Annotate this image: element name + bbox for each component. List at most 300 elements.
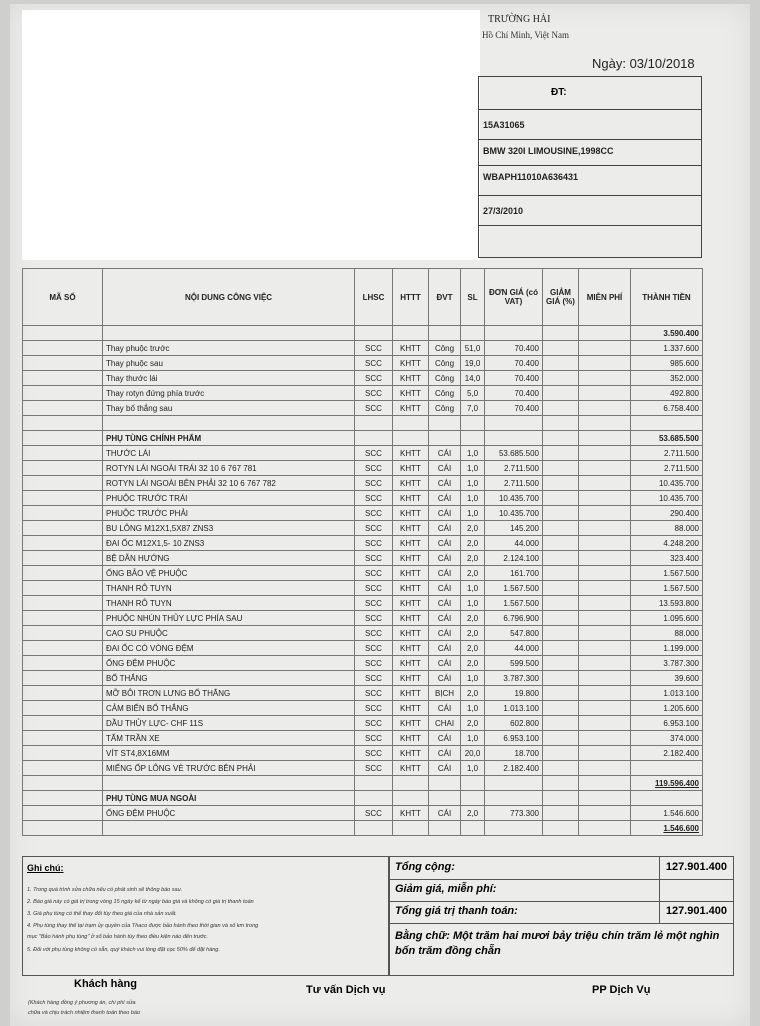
qty-cell: 2,0 (461, 641, 485, 656)
price-cell: 773.300 (485, 806, 543, 821)
unit-cell: CÁI (429, 746, 461, 761)
customer-note: chữa và chịu trách nhiệm thanh toán theo báo (28, 1010, 141, 1016)
unit-cell: CÁI (429, 611, 461, 626)
unit-cell: Công (429, 356, 461, 371)
httt-cell: KHTT (393, 476, 429, 491)
blank-cell (543, 431, 579, 446)
price-cell: 2.124.100 (485, 551, 543, 566)
section-row (23, 776, 703, 791)
price-cell: 599.500 (485, 656, 543, 671)
lhsc-cell: SCC (355, 671, 393, 686)
httt-cell: KHTT (393, 386, 429, 401)
table-row (23, 581, 703, 596)
lhsc-cell: SCC (355, 596, 393, 611)
description-cell: Thay phuộc trước (103, 341, 355, 356)
description-cell: ỐNG BẢO VỆ PHUỘC (103, 566, 355, 581)
plate-number: 15A31065 (479, 109, 701, 139)
blank-cell (393, 776, 429, 791)
description-cell: MIẾNG ỐP LÔNG VÈ TRƯỚC BÊN PHẢI (103, 761, 355, 776)
free-cell (579, 581, 631, 596)
total-cell: 10.435.700 (631, 476, 703, 491)
qty-cell: 1,0 (461, 506, 485, 521)
price-cell: 547.800 (485, 626, 543, 641)
blank-cell (543, 776, 579, 791)
col-code: MÃ SỐ (23, 269, 103, 326)
free-cell (579, 566, 631, 581)
description-cell: ỐNG ĐỆM PHUỘC (103, 656, 355, 671)
code-cell (23, 386, 103, 401)
lhsc-cell: SCC (355, 731, 393, 746)
free-cell (579, 401, 631, 416)
code-cell (23, 431, 103, 446)
note-line: 3. Giá phụ tùng có thể thay đổi tùy theo giá của nhà sản xuất. (27, 911, 177, 917)
col-httt: HTTT (393, 269, 429, 326)
total-cell: 323.400 (631, 551, 703, 566)
httt-cell: KHTT (393, 371, 429, 386)
notes-box (22, 856, 390, 976)
code-cell (23, 611, 103, 626)
unit-cell: CÁI (429, 476, 461, 491)
discount-cell (543, 611, 579, 626)
unit-cell: CÁI (429, 641, 461, 656)
total-cell: 1.337.600 (631, 341, 703, 356)
amount-in-words: Bằng chữ: Một trăm hai mươi bảy triệu chín trăm lẻ một nghìn bốn trăm đồng chẵn (395, 930, 720, 957)
discount-cell (543, 341, 579, 356)
discount-cell (543, 716, 579, 731)
description-cell: VÍT ST4,8X16MM (103, 746, 355, 761)
httt-cell: KHTT (393, 716, 429, 731)
blank-cell (543, 326, 579, 341)
blank-cell (485, 326, 543, 341)
unit-cell: CÁI (429, 491, 461, 506)
price-cell: 1.567.500 (485, 581, 543, 596)
free-cell (579, 506, 631, 521)
code-cell (23, 821, 103, 836)
total-cell: 1.546.600 (631, 806, 703, 821)
discount-cell (543, 446, 579, 461)
summary-box (388, 856, 734, 976)
code-cell (23, 476, 103, 491)
httt-cell: KHTT (393, 491, 429, 506)
discount-cell (543, 581, 579, 596)
total-cell: 2.711.500 (631, 461, 703, 476)
free-cell (579, 731, 631, 746)
qty-cell: 7,0 (461, 401, 485, 416)
lhsc-cell: SCC (355, 371, 393, 386)
note-line: 5. Đối với phụ tùng không có sẵn, quý khách vui lòng đặt cọc 50% để đặt hàng. (27, 947, 220, 953)
payment-label: Tổng giá trị thanh toán: (395, 905, 518, 917)
free-cell (579, 671, 631, 686)
httt-cell: KHTT (393, 356, 429, 371)
unit-cell: CÁI (429, 506, 461, 521)
description-cell: THANH RÔ TUYN (103, 596, 355, 611)
col-description: NỘI DUNG CÔNG VIỆC (103, 269, 355, 326)
table-row (23, 626, 703, 641)
free-cell (579, 536, 631, 551)
unit-cell: CÁI (429, 521, 461, 536)
table-row (23, 371, 703, 386)
unit-cell: CÁI (429, 566, 461, 581)
qty-cell: 1,0 (461, 461, 485, 476)
table-row (23, 656, 703, 671)
code-cell (23, 731, 103, 746)
section-row (23, 326, 703, 341)
blank-cell (485, 791, 543, 806)
description-cell: THANH RÔ TUYN (103, 581, 355, 596)
table-row (23, 536, 703, 551)
httt-cell: KHTT (393, 761, 429, 776)
unit-cell: CÁI (429, 461, 461, 476)
blank-cell (461, 791, 485, 806)
table-row (23, 716, 703, 731)
qty-cell: 51,0 (461, 341, 485, 356)
httt-cell: KHTT (393, 566, 429, 581)
description-cell: BU LÔNG M12X1,5X87 ZNS3 (103, 521, 355, 536)
code-cell (23, 371, 103, 386)
blank-cell (579, 431, 631, 446)
lhsc-cell: SCC (355, 551, 393, 566)
vehicle-info-box (478, 76, 702, 258)
qty-cell: 1,0 (461, 701, 485, 716)
table-row (23, 476, 703, 491)
section-total: 1.546.600 (631, 821, 703, 836)
section-row (23, 791, 703, 806)
description-cell: ROTYN LÁI NGOÀI TRÁI 32 10 6 767 781 (103, 461, 355, 476)
discount-cell (543, 686, 579, 701)
unit-cell: CÁI (429, 731, 461, 746)
qty-cell: 1,0 (461, 596, 485, 611)
description-cell: DẦU THỦY LỰC- CHF 11S (103, 716, 355, 731)
blank-cell (543, 791, 579, 806)
code-cell (23, 416, 103, 431)
discount-cell (543, 566, 579, 581)
lhsc-cell: SCC (355, 641, 393, 656)
total-cell: 6.953.100 (631, 716, 703, 731)
description-cell: ĐAI ỐC M12X1,5- 10 ZNS3 (103, 536, 355, 551)
price-cell: 70.400 (485, 401, 543, 416)
total-cell: 492.800 (631, 386, 703, 401)
lhsc-cell: SCC (355, 536, 393, 551)
blank-cell (355, 416, 393, 431)
description-cell: BỆ DẪN HƯỚNG (103, 551, 355, 566)
discount-row (389, 879, 733, 902)
phone-label: ĐT: (551, 87, 567, 98)
section-label (103, 776, 355, 791)
qty-cell: 20,0 (461, 746, 485, 761)
discount-cell (543, 671, 579, 686)
code-cell (23, 746, 103, 761)
qty-cell: 2,0 (461, 566, 485, 581)
table-row (23, 386, 703, 401)
code-cell (23, 671, 103, 686)
section-label (103, 326, 355, 341)
code-cell (23, 791, 103, 806)
redacted-area (22, 10, 480, 260)
blank-cell (429, 776, 461, 791)
customer-note: (Khách hàng đồng ý phương án, chi phí sửa (28, 1000, 136, 1006)
httt-cell: KHTT (393, 401, 429, 416)
col-free: MIỄN PHÍ (579, 269, 631, 326)
vehicle-model: BMW 320I LIMOUSINE,1998CC (479, 139, 701, 165)
table-row (23, 566, 703, 581)
description-cell: TẤM TRẦN XE (103, 731, 355, 746)
lhsc-cell: SCC (355, 806, 393, 821)
free-cell (579, 551, 631, 566)
blank-cell (579, 326, 631, 341)
payment-row (389, 901, 733, 924)
qty-cell: 2,0 (461, 551, 485, 566)
table-row (23, 701, 703, 716)
company-address: Hồ Chí Minh, Việt Nam (482, 30, 570, 40)
total-cell: 4.248.200 (631, 536, 703, 551)
blank-cell (393, 821, 429, 836)
code-cell (23, 326, 103, 341)
price-cell: 1.567.500 (485, 596, 543, 611)
total-cell: 1.095.600 (631, 611, 703, 626)
code-cell (23, 716, 103, 731)
unit-cell: CÁI (429, 656, 461, 671)
free-cell (579, 656, 631, 671)
col-unit: ĐVT (429, 269, 461, 326)
total-value: 127.901.400 (665, 861, 727, 873)
httt-cell: KHTT (393, 686, 429, 701)
lhsc-cell: SCC (355, 446, 393, 461)
total-cell: 290.400 (631, 506, 703, 521)
qty-cell: 19,0 (461, 356, 485, 371)
qty-cell: 1,0 (461, 491, 485, 506)
col-total: THÀNH TIỀN (631, 269, 703, 326)
blank-cell (429, 326, 461, 341)
discount-cell (543, 536, 579, 551)
table-row (23, 461, 703, 476)
table-row (23, 521, 703, 536)
total-cell: 88.000 (631, 521, 703, 536)
total-cell: 1.199.000 (631, 641, 703, 656)
price-cell: 3.787.300 (485, 671, 543, 686)
blank-cell (393, 791, 429, 806)
price-cell: 18.700 (485, 746, 543, 761)
blank-cell (579, 416, 631, 431)
discount-cell (543, 386, 579, 401)
registration-date: 27/3/2010 (479, 195, 701, 225)
description-cell: ĐAI ỐC CÓ VÒNG ĐỆM (103, 641, 355, 656)
description-cell: Thay rotyn đứng phía trước (103, 386, 355, 401)
col-price: ĐƠN GIÁ (có VAT) (485, 269, 543, 326)
lhsc-cell: SCC (355, 716, 393, 731)
total-cell: 3.787.300 (631, 656, 703, 671)
note-line: mục "Bảo hành phụ tùng" ở sổ bảo hành tùy theo điều kiện nào đến trước. (27, 934, 208, 940)
qty-cell: 1,0 (461, 731, 485, 746)
table-row (23, 611, 703, 626)
description-cell: ROTYN LÁI NGOÀI BÊN PHẢI 32 10 6 767 782 (103, 476, 355, 491)
table-header (23, 269, 703, 326)
table-row (23, 641, 703, 656)
httt-cell: KHTT (393, 536, 429, 551)
customer-signature-label: Khách hàng (74, 978, 137, 990)
discount-cell (543, 626, 579, 641)
discount-cell (543, 731, 579, 746)
unit-cell: Công (429, 386, 461, 401)
section-row (23, 416, 703, 431)
table-row (23, 746, 703, 761)
qty-cell: 2,0 (461, 611, 485, 626)
free-cell (579, 371, 631, 386)
free-cell (579, 461, 631, 476)
description-cell: PHUỘC NHÚN THỦY LỰC PHÍA SAU (103, 611, 355, 626)
blank-cell (461, 416, 485, 431)
table-row (23, 731, 703, 746)
free-cell (579, 386, 631, 401)
table-row (23, 551, 703, 566)
qty-cell: 1,0 (461, 671, 485, 686)
code-cell (23, 761, 103, 776)
discount-label: Giảm giá, miễn phí: (395, 883, 497, 895)
description-cell: THƯỚC LÁI (103, 446, 355, 461)
total-cell: 10.435.700 (631, 491, 703, 506)
free-cell (579, 746, 631, 761)
free-cell (579, 641, 631, 656)
lhsc-cell: SCC (355, 701, 393, 716)
blank-cell (579, 776, 631, 791)
code-cell (23, 461, 103, 476)
httt-cell: KHTT (393, 611, 429, 626)
lhsc-cell: SCC (355, 581, 393, 596)
section-row (23, 431, 703, 446)
httt-cell: KHTT (393, 641, 429, 656)
discount-cell (543, 401, 579, 416)
table-row (23, 686, 703, 701)
description-cell: BỐ THẮNG (103, 671, 355, 686)
price-cell: 6.796.900 (485, 611, 543, 626)
section-row (23, 821, 703, 836)
blank-cell (485, 821, 543, 836)
blank-cell (461, 326, 485, 341)
blank-cell (485, 431, 543, 446)
notes-title: Ghi chú: (27, 863, 64, 873)
note-line: 4. Phụ tùng thay thế tại trạm ủy quyền của Thaco được bảo hành theo thời gian và số km trong (27, 923, 259, 929)
quote-date: Ngày: 03/10/2018 (592, 56, 695, 71)
free-cell (579, 596, 631, 611)
description-cell: CẢM BIẾN BỐ THẮNG (103, 701, 355, 716)
price-cell: 70.400 (485, 341, 543, 356)
price-cell: 10.435.700 (485, 491, 543, 506)
lhsc-cell: SCC (355, 491, 393, 506)
quotation-sheet (10, 4, 750, 1026)
lhsc-cell: SCC (355, 656, 393, 671)
vin-number: WBAPH11010A636431 (479, 165, 701, 195)
free-cell (579, 761, 631, 776)
unit-cell: Công (429, 401, 461, 416)
blank-cell (429, 416, 461, 431)
table-row (23, 596, 703, 611)
free-cell (579, 701, 631, 716)
httt-cell: KHTT (393, 671, 429, 686)
table-row (23, 446, 703, 461)
blank-cell (485, 416, 543, 431)
code-cell (23, 356, 103, 371)
col-discount: GIẢM GIÁ (%) (543, 269, 579, 326)
price-cell: 2.182.400 (485, 761, 543, 776)
httt-cell: KHTT (393, 446, 429, 461)
code-cell (23, 626, 103, 641)
lhsc-cell: SCC (355, 506, 393, 521)
price-cell: 2.711.500 (485, 476, 543, 491)
httt-cell: KHTT (393, 596, 429, 611)
total-cell: 1.013.100 (631, 686, 703, 701)
code-cell (23, 641, 103, 656)
discount-cell (543, 806, 579, 821)
table-row (23, 806, 703, 821)
qty-cell: 14,0 (461, 371, 485, 386)
section-total: 3.590.400 (631, 326, 703, 341)
code-cell (23, 596, 103, 611)
qty-cell: 1,0 (461, 446, 485, 461)
code-cell (23, 551, 103, 566)
discount-cell (543, 491, 579, 506)
unit-cell: CÁI (429, 671, 461, 686)
table-row (23, 356, 703, 371)
free-cell (579, 806, 631, 821)
qty-cell: 2,0 (461, 536, 485, 551)
qty-cell: 5,0 (461, 386, 485, 401)
discount-cell (543, 596, 579, 611)
total-cell: 1.567.500 (631, 566, 703, 581)
section-label: PHỤ TÙNG MUA NGOÀI (103, 791, 355, 806)
description-cell: PHUỘC TRƯỚC PHẢI (103, 506, 355, 521)
discount-cell (543, 506, 579, 521)
blank-cell (429, 431, 461, 446)
discount-cell (543, 641, 579, 656)
table-row (23, 671, 703, 686)
code-cell (23, 521, 103, 536)
price-cell: 1.013.100 (485, 701, 543, 716)
price-cell: 161.700 (485, 566, 543, 581)
total-cell: 39.600 (631, 671, 703, 686)
lhsc-cell: SCC (355, 761, 393, 776)
code-cell (23, 401, 103, 416)
qty-cell: 1,0 (461, 476, 485, 491)
blank-cell (393, 431, 429, 446)
code-cell (23, 776, 103, 791)
price-cell: 145.200 (485, 521, 543, 536)
httt-cell: KHTT (393, 731, 429, 746)
company-name: TRƯỜNG HẢI (488, 14, 551, 25)
section-total: 53.685.500 (631, 431, 703, 446)
code-cell (23, 686, 103, 701)
total-cell: 13.593.800 (631, 596, 703, 611)
line-items-table (22, 268, 703, 836)
table-row (23, 401, 703, 416)
qty-cell: 1,0 (461, 761, 485, 776)
price-cell: 602.800 (485, 716, 543, 731)
total-cell: 374.000 (631, 731, 703, 746)
blank-cell (429, 821, 461, 836)
free-cell (579, 521, 631, 536)
lhsc-cell: SCC (355, 356, 393, 371)
httt-cell: KHTT (393, 521, 429, 536)
httt-cell: KHTT (393, 461, 429, 476)
section-total: 119.596.400 (631, 776, 703, 791)
free-cell (579, 341, 631, 356)
table-row (23, 341, 703, 356)
total-cell: 2.711.500 (631, 446, 703, 461)
price-cell: 2.711.500 (485, 461, 543, 476)
code-cell (23, 341, 103, 356)
unit-cell: CÁI (429, 626, 461, 641)
free-cell (579, 446, 631, 461)
blank-cell (461, 776, 485, 791)
manager-signature-label: PP Dịch Vụ (592, 984, 651, 996)
